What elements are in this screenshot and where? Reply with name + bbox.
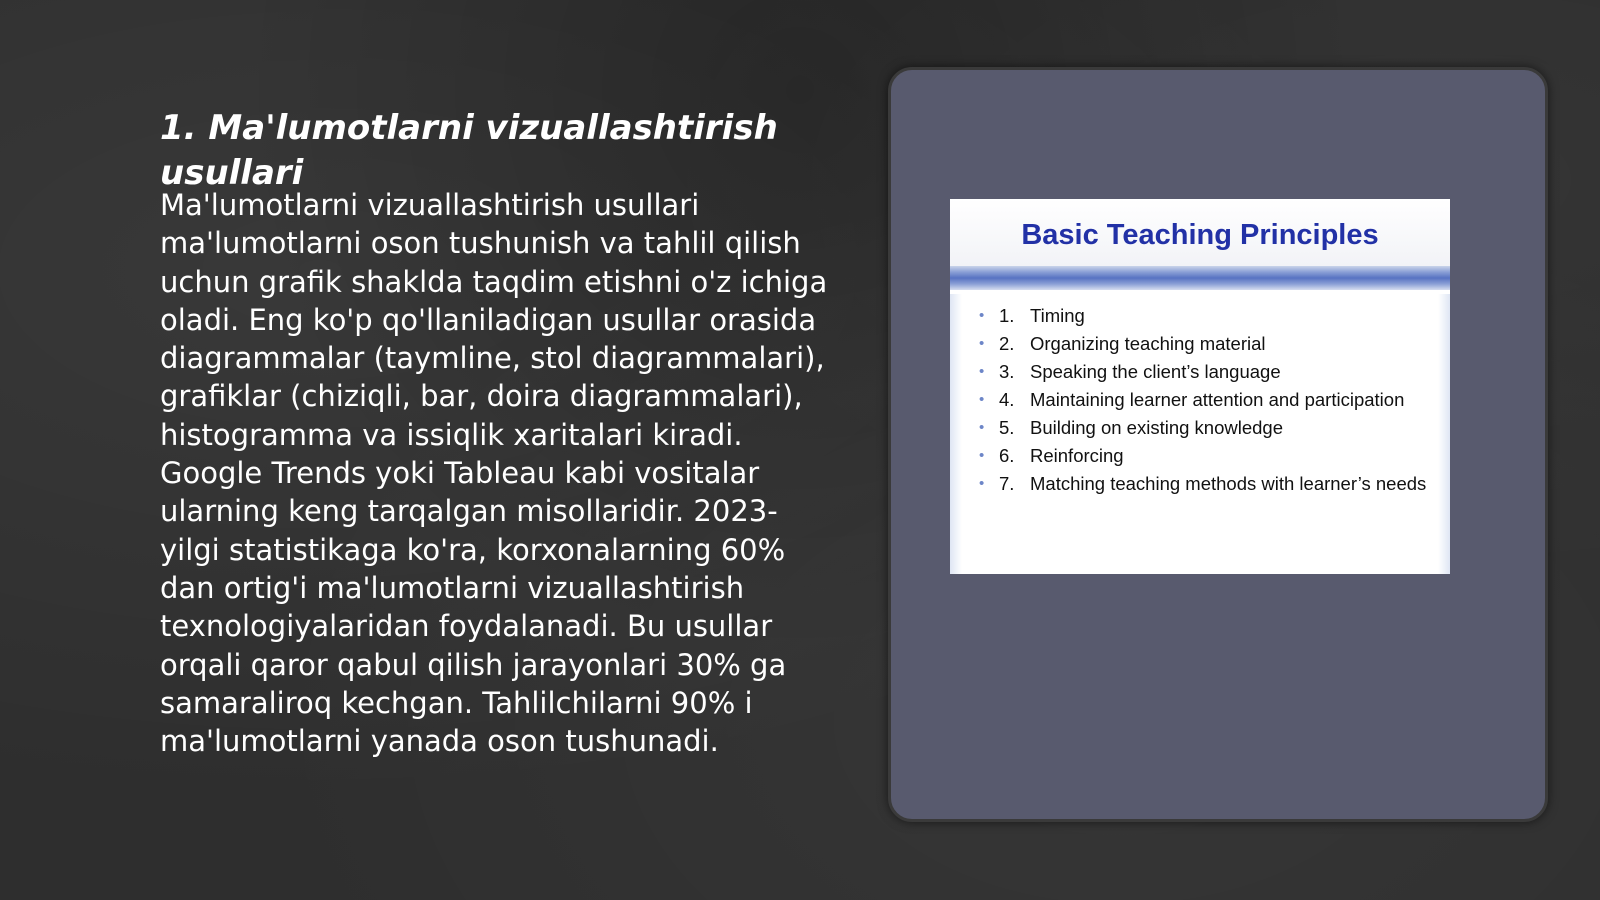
embedded-slide-title: Basic Teaching Principles	[950, 199, 1450, 266]
header-band	[950, 266, 1450, 290]
slide-title: 1. Ma'lumotlarni vizuallashtirish usullari	[160, 108, 778, 193]
principle-item	[950, 388, 1450, 411]
principle-text: Reinforcing	[1030, 445, 1124, 466]
principle-item	[950, 332, 1450, 355]
bullet-dot-icon: •	[979, 419, 985, 436]
principle-item	[950, 304, 1450, 327]
bullet-dot-icon: •	[979, 447, 985, 464]
principle-text: Maintaining learner attention and participation	[1030, 389, 1405, 410]
principle-number: 6.	[999, 445, 1015, 466]
principle-item	[950, 472, 1450, 495]
principle-number: 3.	[999, 361, 1015, 382]
principle-text: Building on existing knowledge	[1030, 417, 1284, 438]
principle-item	[950, 444, 1450, 467]
embedded-slide-image	[950, 199, 1450, 574]
principle-text: Organizing teaching material	[1030, 333, 1266, 354]
principle-number: 7.	[999, 473, 1015, 494]
bullet-dot-icon: •	[979, 363, 985, 380]
bullet-dot-icon: •	[979, 307, 985, 324]
principle-text: Timing	[1030, 305, 1085, 326]
principle-number: 5.	[999, 417, 1015, 438]
principle-item	[950, 416, 1450, 439]
bullet-dot-icon: •	[979, 475, 985, 492]
bullet-dot-icon: •	[979, 391, 985, 408]
slide-body-text: Ma'lumotlarni vizuallashtirish usullari ma'lumotlarni oson tushunish va tahlil qilish uchun grafik shaklda taqdim etishni o'z ichiga oladi. Eng ko'p qo'llaniladigan usullar orasida diagrammalar (taymline, stol diagrammalari), grafiklar (chiziqli, bar, doira diagrammalari), histogramma va issiqlik xaritalari kiradi. Google Trends yoki Tableau kabi vositalar ularning keng tarqalgan misollaridir. 2023-yilgi statistikaga ko'ra, korxonalarning 60% dan ortig'i ma'lumotlarni vizuallashtirish texnologiyalaridan foydalanadi. Bu usullar orqali qaror qabul qilish jarayonlari 30% ga samaraliroq kechgan. Tahlilchilarni 90% i ma'lumotlarni yanada oson tushunadi.	[160, 188, 828, 759]
principle-item	[950, 360, 1450, 383]
principle-number: 1.	[999, 305, 1015, 326]
principles-list	[950, 290, 1450, 495]
principle-number: 4.	[999, 389, 1015, 410]
principle-number: 2.	[999, 333, 1015, 354]
principle-text: Matching teaching methods with learner’s needs	[1030, 473, 1427, 494]
principle-text: Speaking the client’s language	[1030, 361, 1281, 382]
bullet-dot-icon: •	[979, 335, 985, 352]
